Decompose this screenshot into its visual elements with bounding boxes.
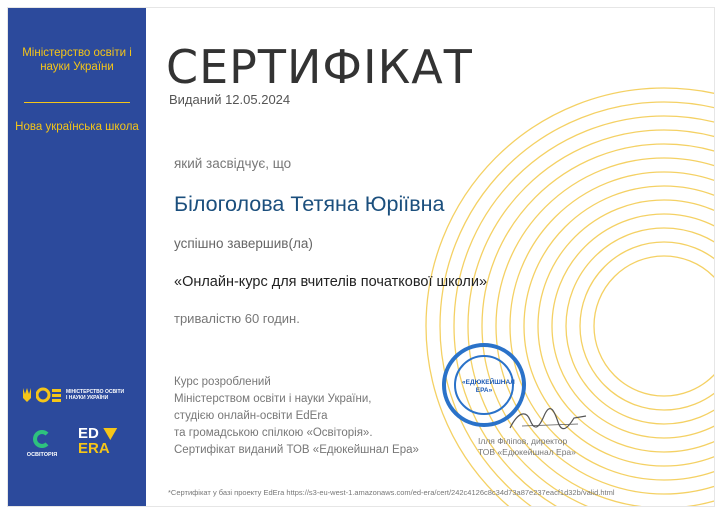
stamp-text: «ЕДЮКЕЙШНАЛ ЕРА» bbox=[462, 379, 515, 394]
edera-ed: ED bbox=[78, 425, 99, 442]
completed-text: успішно завершив(ла) bbox=[174, 236, 313, 251]
sidebar-divider bbox=[24, 102, 130, 103]
developed-by-line: Сертифікат виданий ТОВ «Едюкейшнал Ера» bbox=[174, 444, 419, 456]
ministry-name: Міністерство освіти і науки України bbox=[22, 47, 132, 73]
sidebar bbox=[8, 8, 146, 506]
director-name: Ілля Філіпов, директор bbox=[478, 436, 568, 446]
certificate bbox=[8, 8, 714, 506]
director-company: ТОВ «Едюкейшнал Ера» bbox=[478, 447, 576, 457]
mon-mark-icon bbox=[36, 386, 62, 404]
osvitoria-circle-icon bbox=[33, 430, 51, 448]
trident-icon bbox=[22, 386, 32, 404]
duration-text: тривалістю 60 годин. bbox=[174, 311, 300, 326]
program-name: Нова українська школа bbox=[15, 121, 139, 133]
developed-by-line: студією онлайн-освіти EdEra bbox=[174, 410, 328, 422]
developed-by bbox=[174, 374, 419, 459]
recipient-name: Білоголова Тетяна Юріївна bbox=[174, 192, 445, 216]
osvitoria-logo bbox=[26, 430, 58, 458]
developed-by-line: та громадською спілкою «Освіторія». bbox=[174, 427, 373, 439]
director-caption bbox=[478, 436, 576, 458]
developed-by-line: Міністерством освіти і науки України, bbox=[174, 393, 372, 405]
course-title: «Онлайн-курс для вчителів початкової школи» bbox=[174, 274, 488, 290]
osvitoria-label: ОСВІТОРІЯ bbox=[26, 452, 58, 458]
stamp-inner-ring bbox=[454, 355, 514, 415]
issued-line bbox=[169, 92, 290, 107]
certificate-title: СЕРТИФІКАТ bbox=[166, 40, 473, 94]
mon-logo bbox=[22, 386, 126, 404]
edera-era: ERA bbox=[78, 440, 110, 457]
verification-footnote: *Сертифікат у базі проекту EdEra https://s3-eu-west-1.amazonaws.com/ed-era/cert/242c4126c8c34d73a87e237eacf1d32b/valid.html bbox=[168, 488, 615, 497]
developed-by-line: Курс розроблений bbox=[174, 376, 271, 388]
attests-text: який засвідчує, що bbox=[174, 156, 292, 171]
issued-label: Виданий bbox=[169, 92, 222, 107]
mon-logo-text: МІНІСТЕРСТВО ОСВІТИ І НАУКИ УКРАЇНИ bbox=[66, 389, 125, 401]
director-signature bbox=[508, 406, 588, 434]
issued-date: 12.05.2024 bbox=[225, 92, 291, 107]
